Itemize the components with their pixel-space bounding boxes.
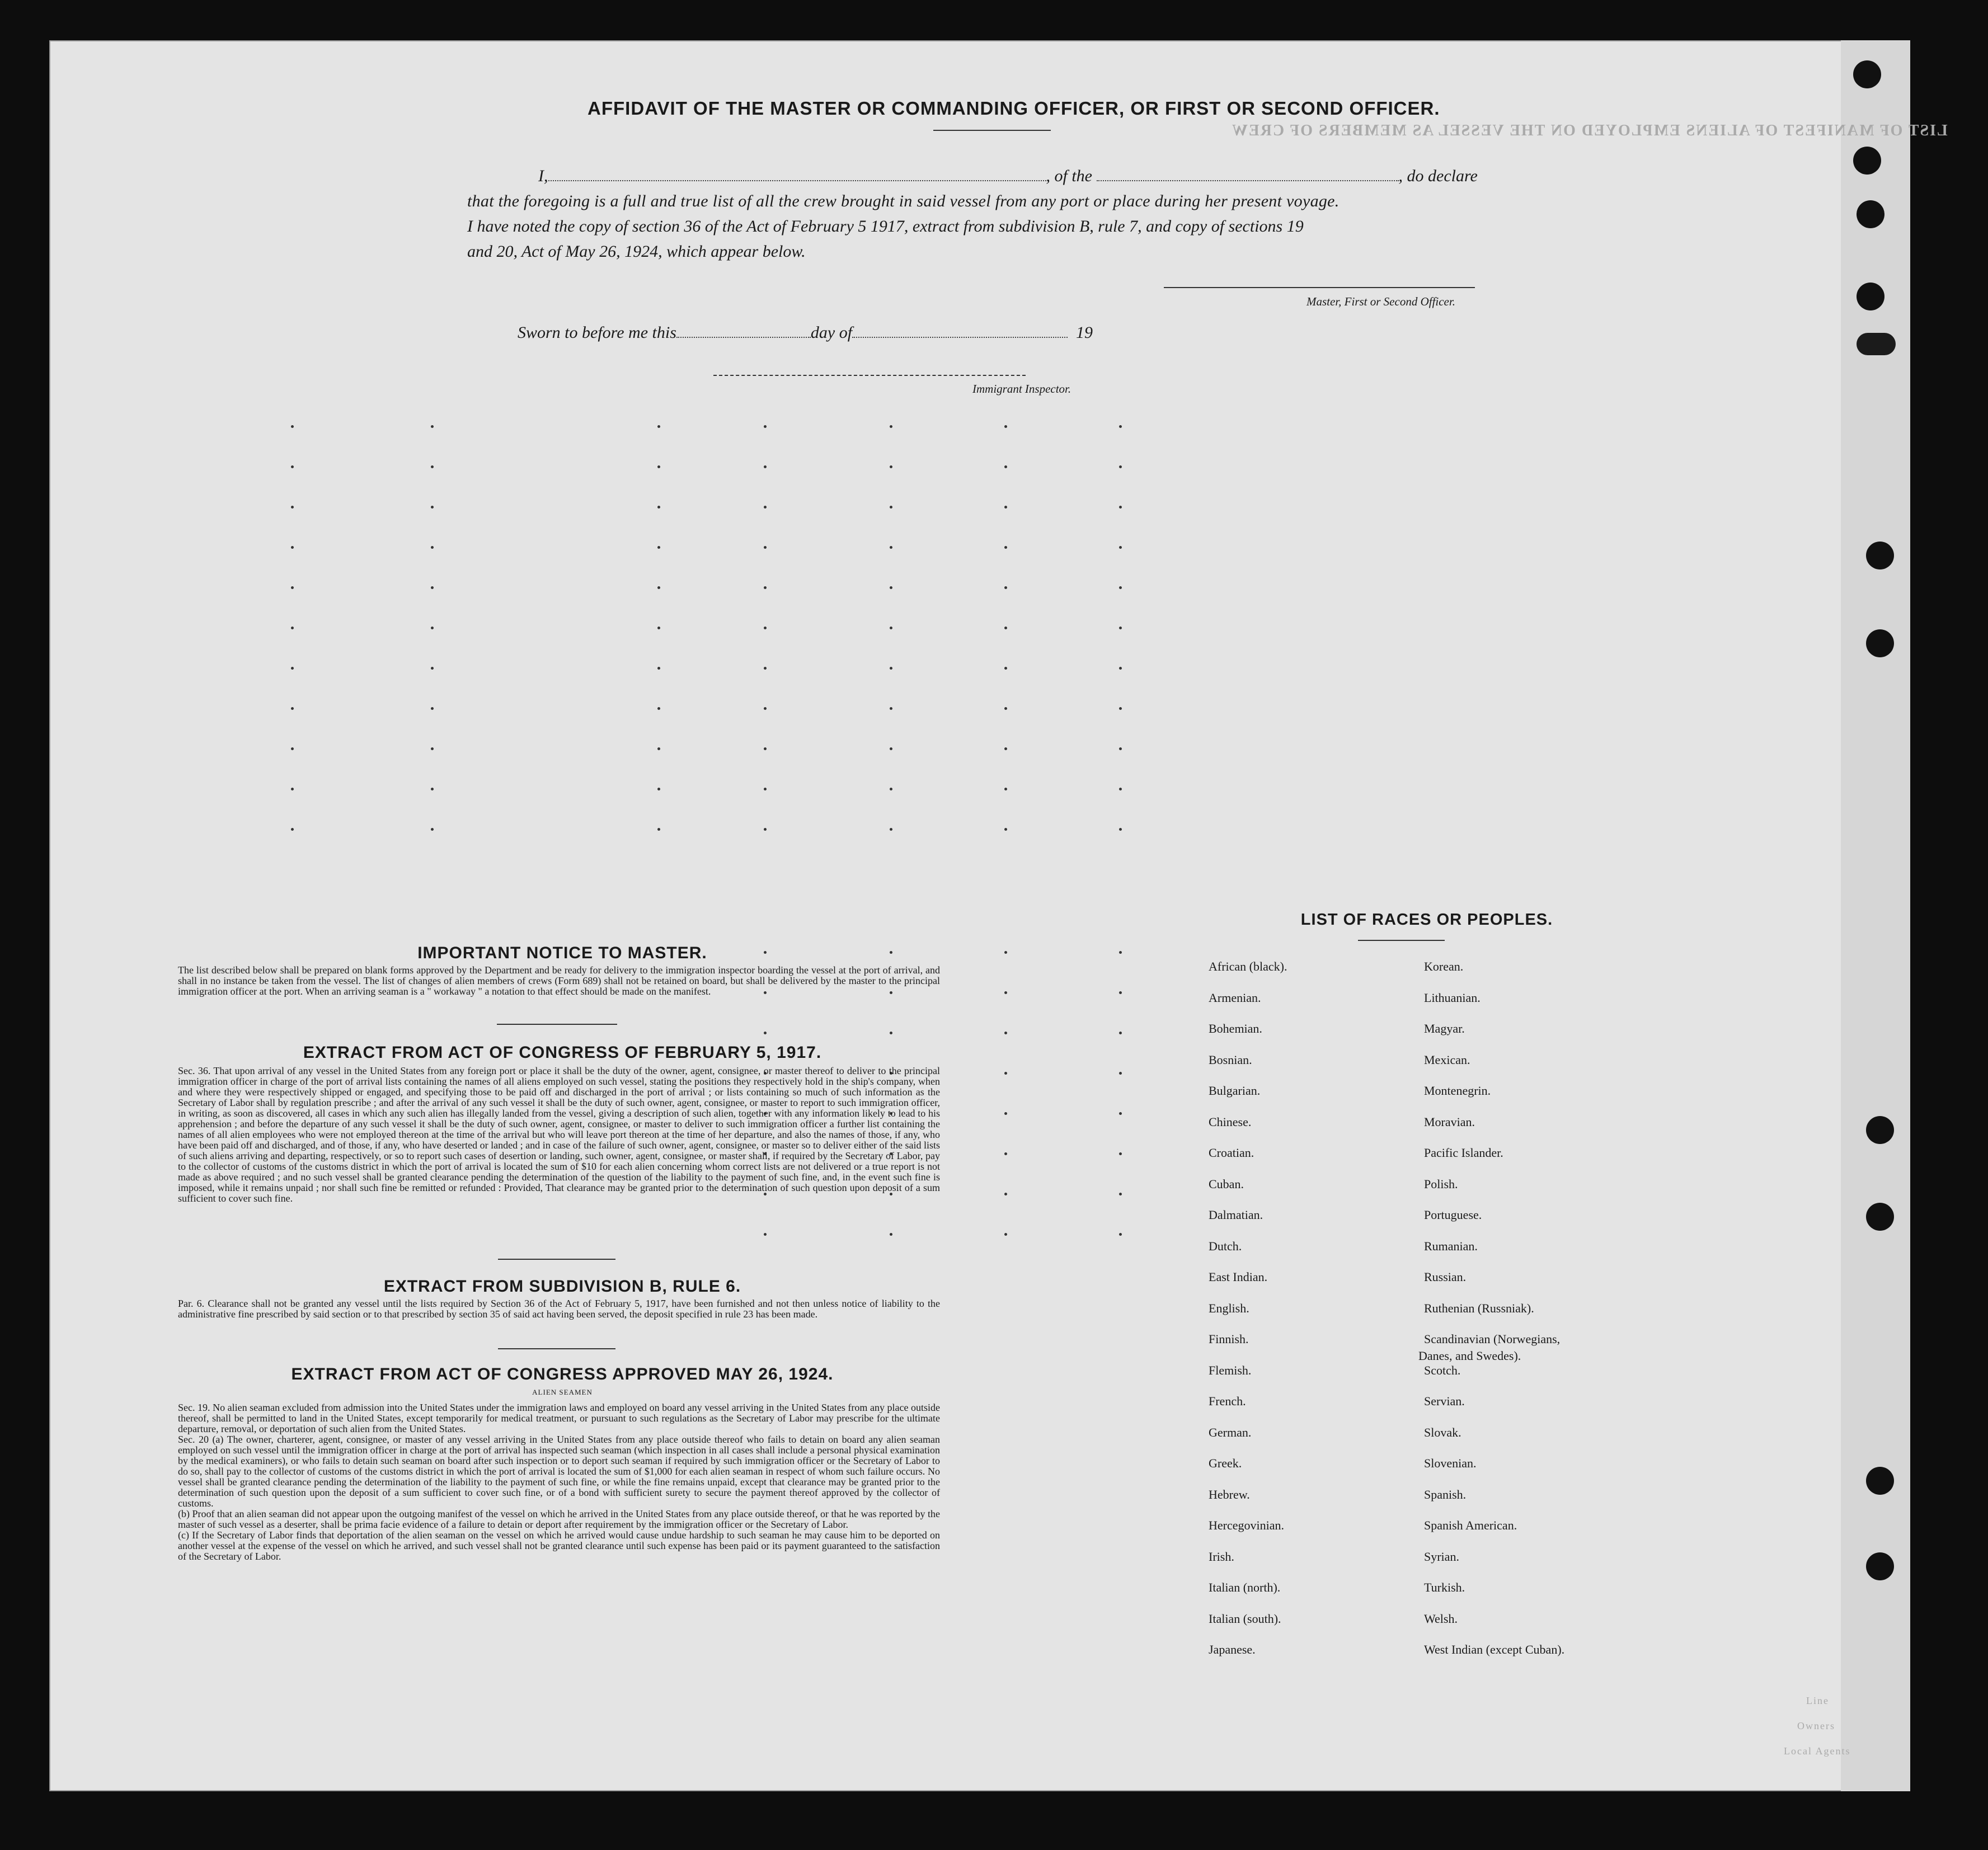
grid-dot (890, 667, 892, 670)
master-signature-line[interactable] (1164, 287, 1475, 288)
race-item: Dutch. (1209, 1239, 1242, 1253)
race-item: Cuban. (1209, 1176, 1244, 1191)
race-item: Hercegovinian. (1209, 1518, 1284, 1532)
grid-dot (1004, 1193, 1007, 1195)
race-item: Pacific Islander. (1424, 1146, 1503, 1160)
grid-dot (1004, 1233, 1007, 1236)
race-item: Japanese. (1209, 1642, 1256, 1656)
inspector-label: Immigrant Inspector. (972, 382, 1071, 396)
grid-dot (1004, 1032, 1007, 1034)
grid-dot (890, 788, 892, 790)
sec-20a-paragraph: Sec. 20 (a) The owner, charterer, agent, consignee, or master of any vessel arriving in the United States from any place outside thereof who fails to detain on board any alien seaman employed on such vessel until the immigration officer in charge at the port of arrival has inspected such seaman (which inspection in all cases shall include a personal physical examination by the medical examiners), or who fails to detain such seaman on board after such inspection or to deport such seaman if required by such immigration officer or the Secretary of Labor to do so, shall pay to the collector of customs of the customs district in which the port of arrival is located the sum of $1,000 for each alien seaman in respect of whom such failure occurs. No vessel shall be granted clearance pending the determination of the liability to the payment of such fine, or while the fine remains unpaid, except that clearance may be granted prior to the determination of such question upon the deposit of a sum sufficient to cover such fine, or of a bond with sufficient surety to secure the payment thereof approved by the collector of customs. (178, 1434, 940, 1509)
punch-hole (1866, 1552, 1894, 1580)
grid-dot (890, 465, 892, 468)
bleedthrough-footer-agents: Local Agents (1784, 1745, 1851, 1757)
race-item: Dalmatian. (1209, 1208, 1263, 1222)
grid-dot (764, 667, 767, 670)
sworn-day-field[interactable] (676, 337, 811, 338)
grid-dot (1119, 951, 1122, 954)
grid-dot (431, 828, 434, 831)
race-item: Russian. (1424, 1270, 1467, 1284)
punch-hole (1857, 283, 1884, 310)
race-item: Armenian. (1209, 990, 1261, 1005)
race-item: Scotch. (1424, 1363, 1461, 1377)
grid-dot (291, 788, 294, 790)
race-item: Ruthenian (Russniak). (1424, 1301, 1534, 1315)
grid-dot (1004, 425, 1007, 428)
vessel-name-field[interactable] (1097, 180, 1399, 181)
races-title-underline (1358, 940, 1445, 941)
master-signature-label: Master, First or Second Officer. (1306, 295, 1455, 308)
race-item: Italian (north). (1209, 1580, 1281, 1594)
affidavit-title: AFFIDAVIT OF THE MASTER OR COMMANDING OFFICER, OR FIRST OR SECOND OFFICER. (588, 98, 1440, 119)
grid-dot (291, 667, 294, 670)
grid-dot (431, 747, 434, 750)
race-item: Montenegrin. (1424, 1084, 1491, 1098)
race-item: Polish. (1424, 1176, 1458, 1191)
race-item: Korean. (1424, 959, 1464, 973)
grid-dot (291, 707, 294, 710)
grid-dot (890, 627, 892, 629)
notice-text: The list described below shall be prepared on blank forms approved by the Department and be ready for delivery to the immigration inspector boarding the vessel at the port of arrival, and shall in no instance be taken from the vessel. The list of changes of alien members of crews (Form 689) shall not be retained on board, but shall be delivered by the master to the principal immigration officer at the port. When an arriving seaman is a " workaway " a notation to that effect should be made on the manifest. (178, 964, 940, 997)
grid-dot (657, 667, 660, 670)
grid-dot (890, 506, 892, 509)
punch-hole (1866, 1116, 1894, 1144)
grid-dot (1004, 747, 1007, 750)
punch-hole (1857, 200, 1884, 228)
grid-dot (1119, 506, 1122, 509)
race-item: Bulgarian. (1209, 1084, 1261, 1098)
grid-dot (291, 747, 294, 750)
grid-dot (431, 667, 434, 670)
grid-dot (431, 506, 434, 509)
grid-dot (1119, 465, 1122, 468)
grid-dot (431, 465, 434, 468)
race-item: German. (1209, 1425, 1252, 1439)
race-item: Bohemian. (1209, 1021, 1262, 1035)
extract-1917-title: EXTRACT FROM ACT OF CONGRESS OF FEBRUARY 5, 1917. (303, 1043, 822, 1062)
year-label: 19 (1076, 323, 1093, 342)
grid-dot (1119, 627, 1122, 629)
grid-dot (291, 506, 294, 509)
sec-20c-paragraph: (c) If the Secretary of Labor finds that deportation of the alien seaman on the vessel on which he arrived would cause undue hardship to such seaman he may cause him to be deported on another vessel at the expense of the vessel on which he arrived, and such vessel shall not be granted clearance until such expense has been paid or its payment guaranteed to the satisfaction of the Secretary of Labor. (178, 1529, 940, 1562)
vessel-label: , of the (1046, 167, 1092, 185)
grid-dot (431, 546, 434, 549)
grid-dot (1119, 667, 1122, 670)
punch-hole (1866, 1203, 1894, 1231)
race-item: West Indian (except Cuban). (1424, 1642, 1565, 1656)
race-item: Finnish. (1209, 1332, 1249, 1346)
grid-dot (431, 707, 434, 710)
grid-dot (1004, 667, 1007, 670)
grid-dot (1119, 747, 1122, 750)
grid-dot (431, 627, 434, 629)
grid-dot (764, 747, 767, 750)
grid-dot (764, 506, 767, 509)
grid-dot (764, 828, 767, 831)
grid-dot (890, 425, 892, 428)
extract-1924-title: EXTRACT FROM ACT OF CONGRESS APPROVED MAY 26, 1924. (291, 1365, 834, 1383)
divider (498, 1259, 615, 1260)
race-item: East Indian. (1209, 1270, 1268, 1284)
race-continuation: Danes, and Swedes). (1418, 1349, 1521, 1363)
race-item: Spanish. (1424, 1487, 1467, 1501)
race-item: African (black). (1209, 959, 1287, 973)
grid-dot (657, 828, 660, 831)
grid-dot (291, 465, 294, 468)
grid-dot (1119, 425, 1122, 428)
grid-dot (1119, 1233, 1122, 1236)
declarant-name-field[interactable] (548, 180, 1046, 181)
grid-dot (1004, 788, 1007, 790)
extract-rule6-title: EXTRACT FROM SUBDIVISION B, RULE 6. (383, 1277, 741, 1296)
race-item: Slovenian. (1424, 1456, 1477, 1470)
grid-dot (657, 425, 660, 428)
bleedthrough-footer-line: Line (1806, 1695, 1829, 1706)
race-item: Slovak. (1424, 1425, 1461, 1439)
grid-dot (1119, 1152, 1122, 1155)
divider (498, 1348, 615, 1349)
races-title: LIST OF RACES OR PEOPLES. (1300, 911, 1553, 929)
grid-dot (1004, 991, 1007, 994)
race-item: Mexican. (1424, 1052, 1470, 1067)
grid-dot (890, 747, 892, 750)
grid-dot (657, 506, 660, 509)
grid-dot (1004, 1112, 1007, 1115)
grid-dot (291, 425, 294, 428)
day-of-label: day of (810, 323, 853, 342)
torn-edge-mark (1857, 333, 1896, 355)
grid-dot (764, 1233, 767, 1236)
race-item: Italian (south). (1209, 1611, 1281, 1626)
grid-dot (1119, 1072, 1122, 1075)
grid-dot (657, 546, 660, 549)
race-item: Bosnian. (1209, 1052, 1252, 1067)
race-item: Magyar. (1424, 1021, 1465, 1035)
grid-dot (1119, 1032, 1122, 1034)
notice-title: IMPORTANT NOTICE TO MASTER. (417, 944, 707, 962)
grid-dot (1119, 707, 1122, 710)
race-item: Hebrew. (1209, 1487, 1250, 1501)
race-item: English. (1209, 1301, 1249, 1315)
grid-dot (431, 425, 434, 428)
grid-dot (1004, 951, 1007, 954)
grid-dot (291, 586, 294, 589)
grid-dot (1004, 627, 1007, 629)
grid-dot (657, 707, 660, 710)
grid-dot (291, 546, 294, 549)
grid-dot (1004, 586, 1007, 589)
grid-dot (657, 788, 660, 790)
extract-1924-text (178, 1402, 940, 1562)
grid-dot (1004, 828, 1007, 831)
race-item: Flemish. (1209, 1363, 1252, 1377)
bleedthrough-footer-owners: Owners (1797, 1720, 1835, 1731)
grid-dot (1119, 1112, 1122, 1115)
grid-dot (1004, 546, 1007, 549)
sworn-month-field[interactable] (852, 337, 1068, 338)
grid-dot (1004, 465, 1007, 468)
race-item: Syrian. (1424, 1549, 1459, 1564)
bleedthrough-header: LIST OF MANIFEST OF ALIENS EMPLOYED ON THE VESSEL AS MEMBERS OF CREW (1231, 122, 1948, 139)
divider (497, 1024, 617, 1025)
sworn-line (518, 323, 1093, 342)
sec-19-paragraph: Sec. 19. No alien seaman excluded from admission into the United States under the immigration laws and employed on board any vessel arriving in the United States from any place outside thereof, shall be permitted to land in the United States, except temporarily for medical treatment, or pursuant to such regulations as the Secretary of Labor may prescribe for the ultimate departure, removal, or deportation of such alien from the United States. (178, 1402, 940, 1434)
title-underline (933, 130, 1051, 131)
sworn-label: Sworn to before me this (518, 323, 676, 342)
extract-rule6-text: Par. 6. Clearance shall not be granted any vessel until the lists required by Section 36 of the Act of February 5, 1917, have been furnished and not then unless notice of liability to the administrative fine prescribed by said section or to that prescribed by section 35 of said act having been served, the deposit specified in rule 23 has been made. (178, 1298, 940, 1320)
grid-dot (764, 707, 767, 710)
race-item: Welsh. (1424, 1611, 1458, 1626)
grid-dot (1004, 506, 1007, 509)
grid-dot (431, 788, 434, 790)
punch-hole (1866, 629, 1894, 657)
race-item: Lithuanian. (1424, 990, 1481, 1005)
affidavit-line-3: I have noted the copy of section 36 of the Act of February 5 1917, extract from subdivision B, rule 7, and copy of sections 19 (467, 217, 1304, 236)
race-item: Servian. (1424, 1394, 1465, 1408)
grid-dot (890, 1032, 892, 1034)
grid-dot (657, 465, 660, 468)
declarant-label: I, (538, 167, 548, 185)
race-item: Portuguese. (1424, 1208, 1482, 1222)
grid-dot (1119, 828, 1122, 831)
grid-dot (1004, 1152, 1007, 1155)
grid-dot (657, 627, 660, 629)
punch-hole (1866, 542, 1894, 569)
grid-dot (1119, 586, 1122, 589)
race-item: Croatian. (1209, 1146, 1254, 1160)
race-item: Rumanian. (1424, 1239, 1478, 1253)
grid-dot (890, 546, 892, 549)
race-item: French. (1209, 1394, 1246, 1408)
race-item: Irish. (1209, 1549, 1234, 1564)
grid-dot (1004, 707, 1007, 710)
grid-dot (431, 586, 434, 589)
grid-dot (1004, 1072, 1007, 1075)
grid-dot (1119, 546, 1122, 549)
race-item: Turkish. (1424, 1580, 1465, 1594)
affidavit-line-2: that the foregoing is a full and true list of all the crew brought in said vessel from any port or place during her present voyage. (467, 192, 1340, 210)
grid-dot (890, 586, 892, 589)
punch-hole (1853, 147, 1881, 175)
race-item: Chinese. (1209, 1114, 1252, 1129)
grid-dot (764, 1032, 767, 1034)
grid-dot (657, 747, 660, 750)
declare-label: , do declare (1398, 167, 1478, 185)
grid-dot (291, 627, 294, 629)
grid-dot (291, 828, 294, 831)
grid-dot (890, 707, 892, 710)
grid-dot (890, 1233, 892, 1236)
grid-dot (764, 627, 767, 629)
race-item: Spanish American. (1424, 1518, 1517, 1532)
grid-dot (764, 425, 767, 428)
grid-dot (657, 586, 660, 589)
punch-hole (1853, 60, 1881, 88)
grid-dot (1119, 788, 1122, 790)
punch-hole (1866, 1467, 1894, 1495)
race-item: Greek. (1209, 1456, 1242, 1470)
inspector-signature-line[interactable] (713, 375, 1026, 376)
extract-1924-subtitle: ALIEN SEAMEN (532, 1388, 593, 1396)
grid-dot (1119, 1193, 1122, 1195)
grid-dot (890, 828, 892, 831)
affidavit-line-4: and 20, Act of May 26, 1924, which appear below. (467, 242, 806, 261)
affidavit-line-1 (538, 167, 1478, 186)
grid-dot (764, 465, 767, 468)
grid-dot (764, 788, 767, 790)
race-item: Scandinavian (Norwegians, (1424, 1332, 1561, 1346)
grid-dot (764, 586, 767, 589)
race-item: Moravian. (1424, 1114, 1475, 1129)
sec-20b-paragraph: (b) Proof that an alien seaman did not appear upon the outgoing manifest of the vessel on which he arrived in the United States from any place outside thereof, or that he was reported by the master of such vessel as a deserter, shall be prima facie evidence of a failure to detain or deport after requirement by the immigration officer or the Secretary of Labor. (178, 1508, 940, 1530)
grid-dot (1119, 991, 1122, 994)
extract-1917-text: Sec. 36. That upon arrival of any vessel in the United States from any foreign port or place it shall be the duty of the owner, agent, consignee, or master thereof to deliver to the principal immigration officer in charge of the port of arrival lists containing the names of all aliens employed on such vessel, stating the positions they respectively hold in the ship's company, when and where they were respectively shipped or engaged, and specifying those to be paid off and discharged in the port of arrival ; or lists containing so much of such information as the Secretary of Labor shall by regulation prescribe ; and after the arrival of any such vessel it shall be the duty of such owner, agent, consignee, or master to report to such immigration officer, in writing, as soon as discovered, all cases in which any such alien has illegally landed from the vessel, giving a description of such alien, together with any information likely to lead to his apprehension ; and before the departure of any such vessel it shall be the duty of such owner, agent, consignee, or master to deliver to such immigration officer a further list containing the names of all alien employees who were not employed thereon at the time of the arrival but who will leave port thereon at the time of her departure, and also the names of those, if any, who have been paid off and discharged, and of those, if any, who have deserted or landed ; and in case of the failure of such owner, agent, consignee, or master so to deliver either of the said lists of such aliens arriving and departing, respectively, or so to report such cases of desertion or landing, such owner, agent, consignee, or master shall, if required by the Secretary of Labor, pay to the collector of customs of the customs district in which the port of arrival is located the sum of $10 for each alien concerning whom correct lists are not delivered or a true report is not made as above required ; and no such vessel shall be granted clearance pending the determination of the question of the liability to the payment of such fine, and, in the event such fine is imposed, while it remains unpaid ; nor shall such fine be remitted or refunded : Provided, That clearance may be granted prior to the determination of such question upon deposit of a sum sufficient to cover such fine. (178, 1065, 940, 1204)
grid-dot (764, 546, 767, 549)
